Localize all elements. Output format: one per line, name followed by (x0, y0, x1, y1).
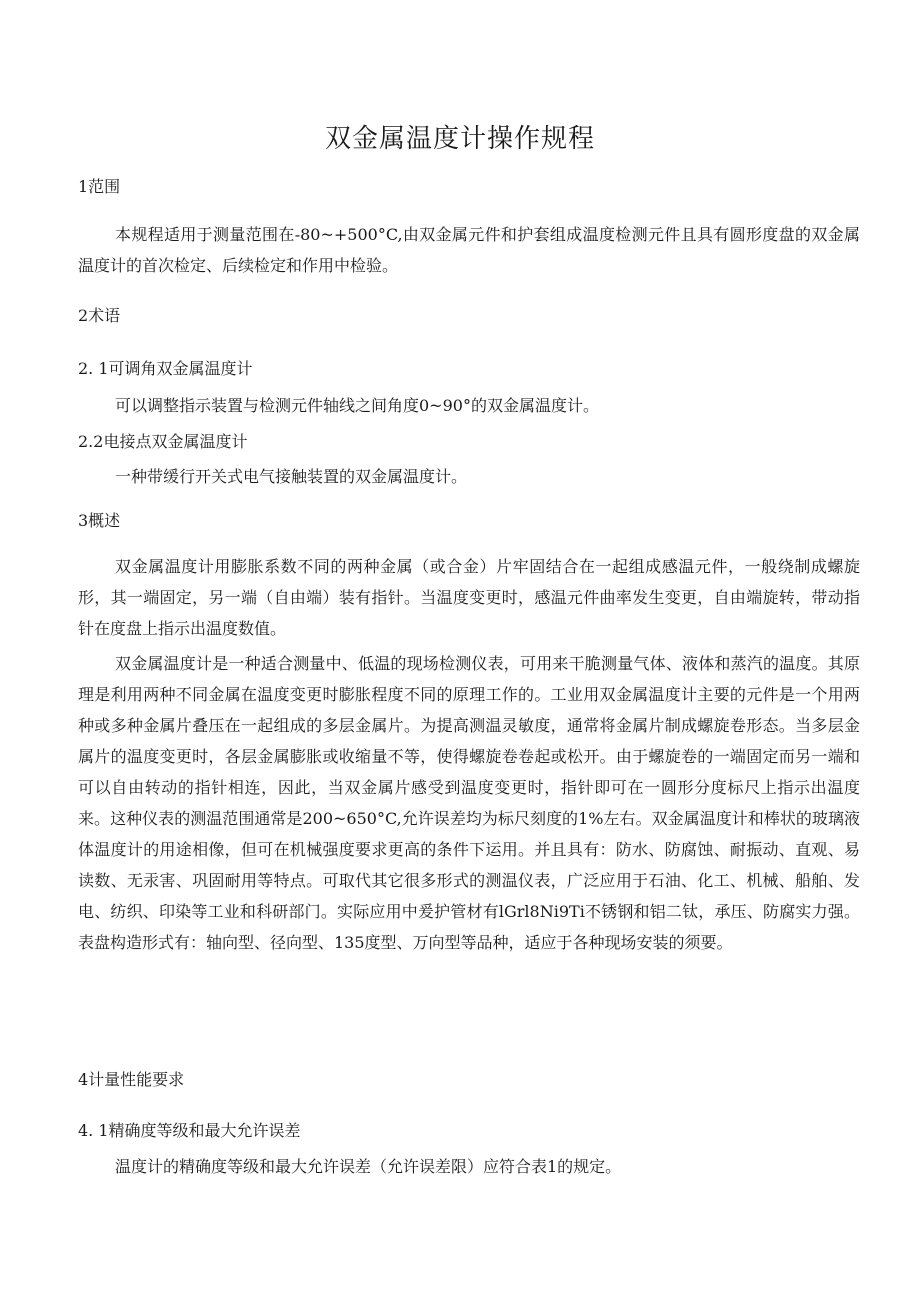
section-1-heading: 1范围 (78, 177, 121, 196)
section-3-paragraph-2: 双金属温度计是一种适合测量中、低温的现场检测仪表，可用来干脆测量气体、液体和蒸汽的温度。其原理是利用两种不同金属在温度变更时膨胀程度不同的原理工作的。工业用双金属温度计主要的元件是一个用两种或多种金属片叠压在一起组成的多层金属片。为提高测温灵敏度，通常将金属片制成螺旋卷形态。当多层金属片的温度变更时，各层金属膨胀或收缩量不等，使得螺旋卷卷起或松开。由于螺旋卷的一端固定而另一端和可以自由转动的指针相连，因此，当双金属片感受到温度变更时，指针即可在一圆形分度标尺上指示出温度来。这种仪表的测温范围通常是200~650°C,允许误差均为标尺刻度的1%左右。双金属温度计和棒状的玻璃液体温度计的用途相像，但可在机械强度要求更高的条件下运用。并且具有：防水、防腐蚀、耐振动、直观、易读数、无汞害、巩固耐用等特点。可取代其它很多形式的测温仪表，广泛应用于石油、化工、机械、船舶、发电、纺织、印染等工业和科研部门。实际应用中爰护管材有lGrl8Ni9Ti不锈钢和铝二钛，承压、防腐实力强。表盘构造形式有：轴向型、径向型、135度型、万向型等品种，适应于各种现场安装的须要。 (78, 654, 860, 952)
subsection-2-1-heading: 2. 1可调角双金属温度计 (78, 359, 253, 378)
subsection-2-1-text: 可以调整指示装置与检测元件轴线之间角度0~90°的双金属温度计。 (115, 396, 599, 415)
subsection-4-1-text: 温度计的精确度等级和最大允许误差（允许误差限）应符合表1的规定。 (115, 1157, 622, 1176)
document-title: 双金属温度计操作规程 (324, 124, 595, 154)
subsection-2-2-heading: 2.2电接点双金属温度计 (78, 432, 248, 451)
section-1-text: 本规程适用于测量范围在-80~+500°C,由双金属元件和护套组成温度检测元件且具有圆形度盘的双金属温度计的首次检定、后续检定和作用中检验。 (78, 225, 860, 275)
section-2-heading: 2术语 (78, 306, 121, 325)
section-3-heading: 3概述 (78, 511, 121, 530)
section-3-paragraph-1: 双金属温度计用膨胀系数不同的两种金属（或合金）片牢固结合在一起组成感温元件，一般绕制成螺旋形，其一端固定，另一端（自由端）装有指针。当温度变更时，感温元件曲率发生变更，自由端旋转，带动指针在度盘上指示出温度数值。 (78, 557, 860, 638)
subsection-4-1-heading: 4. 1精确度等级和最大允许误差 (78, 1121, 301, 1140)
section-4-heading: 4计量性能要求 (78, 1070, 185, 1089)
subsection-2-2-text: 一种带缓行开关式电气接触装置的双金属温度计。 (115, 467, 468, 486)
